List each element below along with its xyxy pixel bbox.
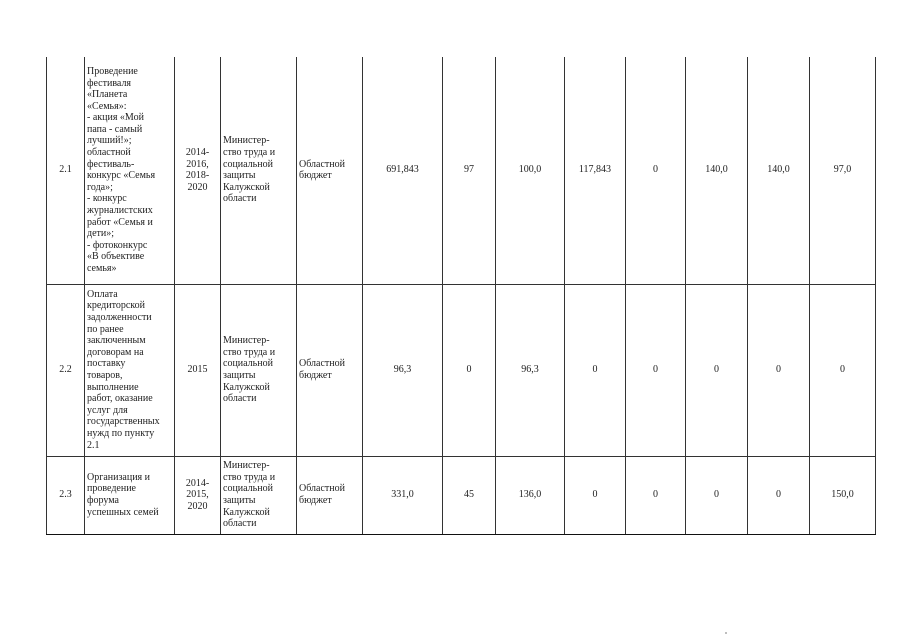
cell-line: защиты — [223, 495, 256, 506]
cell-line: Калужской — [223, 506, 270, 518]
executor-cell — [221, 284, 297, 456]
value-cell: 0 — [626, 57, 686, 284]
cell-line: ство труда и — [223, 471, 276, 483]
value-cell: 331,0 — [363, 456, 443, 534]
value-cell: 150,0 — [810, 456, 876, 534]
value-cell: 0 — [626, 456, 686, 534]
cell-line: поставку — [87, 358, 126, 370]
cell-line: 2014- — [185, 477, 210, 489]
row-number-cell: 2.3 — [47, 456, 85, 534]
cell-line: папа - самый — [87, 123, 143, 135]
value-cell: 140,0 — [686, 57, 748, 284]
cell-line: товаров, — [87, 370, 123, 381]
cell-line: выполнение — [87, 381, 139, 393]
cell-line: Областной — [299, 358, 346, 370]
cell-line: 2020 — [187, 181, 208, 193]
value-cell: 0 — [565, 456, 626, 534]
cell-line: области — [223, 518, 257, 530]
cell-line: 2018- — [185, 170, 210, 182]
cell-line: защиты — [223, 170, 256, 182]
table-row — [47, 456, 876, 534]
cell-line: заключенным — [87, 335, 146, 347]
cell-line: проведение — [87, 483, 136, 495]
cell-line: государственных — [87, 416, 160, 428]
funding-source-cell — [297, 57, 363, 284]
cell-line: семья» — [87, 263, 117, 274]
value-cell: 0 — [810, 284, 876, 456]
value-cell: 45 — [443, 456, 496, 534]
cell-line: Областной — [299, 483, 346, 495]
cell-line: Калужской — [223, 381, 270, 393]
value-cell: 117,843 — [565, 57, 626, 284]
executor-cell — [221, 456, 297, 534]
cell-line: услуг для — [87, 404, 128, 416]
row-number-cell: 2.1 — [47, 57, 85, 284]
measure-name-cell — [85, 284, 175, 456]
cell-line: лучший!»; — [87, 135, 132, 147]
value-cell: 0 — [626, 284, 686, 456]
cell-line: - конкурс — [87, 193, 127, 205]
value-cell: 0 — [686, 284, 748, 456]
cell-line: 2016, — [186, 158, 209, 170]
measure-name-cell — [85, 456, 175, 534]
cell-line: социальной — [223, 158, 273, 170]
cell-line: бюджет — [299, 370, 332, 381]
executor-cell — [221, 57, 297, 284]
cell-line: работ «Семья и — [87, 216, 153, 228]
cell-line: 2.1 — [87, 439, 100, 451]
cell-line: Организация и — [87, 471, 151, 483]
value-cell: 96,3 — [496, 284, 565, 456]
cell-line: форума — [87, 495, 119, 506]
cell-line: задолженности — [87, 312, 152, 324]
cell-line: областной — [87, 147, 131, 159]
cell-line: ство труда и — [223, 346, 276, 358]
value-cell: 0 — [748, 456, 810, 534]
value-cell: 0 — [565, 284, 626, 456]
cell-line: кредиторской — [87, 300, 145, 312]
cell-line: Министер- — [223, 460, 270, 472]
table-row — [47, 57, 876, 284]
cell-line: 2014- — [185, 147, 210, 159]
value-cell: 0 — [748, 284, 810, 456]
cell-line: ство труда и — [223, 147, 276, 159]
years-cell — [175, 456, 221, 534]
value-cell: 97,0 — [810, 57, 876, 284]
cell-line: социальной — [223, 483, 273, 495]
table-row — [47, 284, 876, 456]
cell-line: Калужской — [223, 181, 270, 193]
cell-line: 2015, — [186, 489, 209, 501]
cell-line: «Планета — [87, 89, 128, 101]
cell-line: Проведение — [87, 65, 138, 77]
cell-line: фестиваля — [87, 77, 132, 89]
cell-line: года»; — [87, 181, 113, 193]
cell-line: 2020 — [187, 500, 208, 512]
cell-line: 2015 — [187, 364, 208, 376]
cell-line: дети»; — [87, 228, 115, 240]
cell-line: успешных семей — [87, 506, 159, 518]
value-cell: 96,3 — [363, 284, 443, 456]
cell-line: журналистских — [87, 205, 153, 217]
cell-line: нужд по пункту — [87, 427, 155, 439]
funding-source-cell — [297, 284, 363, 456]
cell-line: - фотоконкурс — [87, 239, 148, 251]
cell-line: защиты — [223, 370, 256, 381]
cell-line: - акция «Мой — [87, 112, 144, 124]
years-cell — [175, 284, 221, 456]
cell-line: бюджет — [299, 170, 332, 182]
cell-line: социальной — [223, 358, 273, 370]
value-cell: 0 — [443, 284, 496, 456]
cell-line: «Семья»: — [87, 100, 127, 112]
years-cell — [175, 57, 221, 284]
cell-line: Министер- — [223, 335, 270, 347]
cell-line: бюджет — [299, 495, 332, 506]
program-measures-table — [46, 57, 876, 535]
value-cell: 0 — [686, 456, 748, 534]
cell-line: «В объективе — [87, 251, 145, 263]
value-cell: 136,0 — [496, 456, 565, 534]
scan-speck — [725, 632, 727, 634]
row-number-cell: 2.2 — [47, 284, 85, 456]
cell-line: Областной — [299, 158, 346, 170]
value-cell: 100,0 — [496, 57, 565, 284]
cell-line: конкурс «Семья — [87, 170, 156, 182]
cell-line: Министер- — [223, 135, 270, 147]
value-cell: 140,0 — [748, 57, 810, 284]
cell-line: Оплата — [87, 288, 118, 300]
measure-name-cell — [85, 57, 175, 284]
value-cell: 97 — [443, 57, 496, 284]
cell-line: области — [223, 193, 257, 205]
cell-line: по ранее — [87, 323, 124, 335]
funding-source-cell — [297, 456, 363, 534]
cell-line: фестиваль- — [87, 158, 135, 170]
value-cell: 691,843 — [363, 57, 443, 284]
cell-line: договорам на — [87, 346, 144, 358]
cell-line: работ, оказание — [87, 393, 153, 405]
cell-line: области — [223, 393, 257, 405]
